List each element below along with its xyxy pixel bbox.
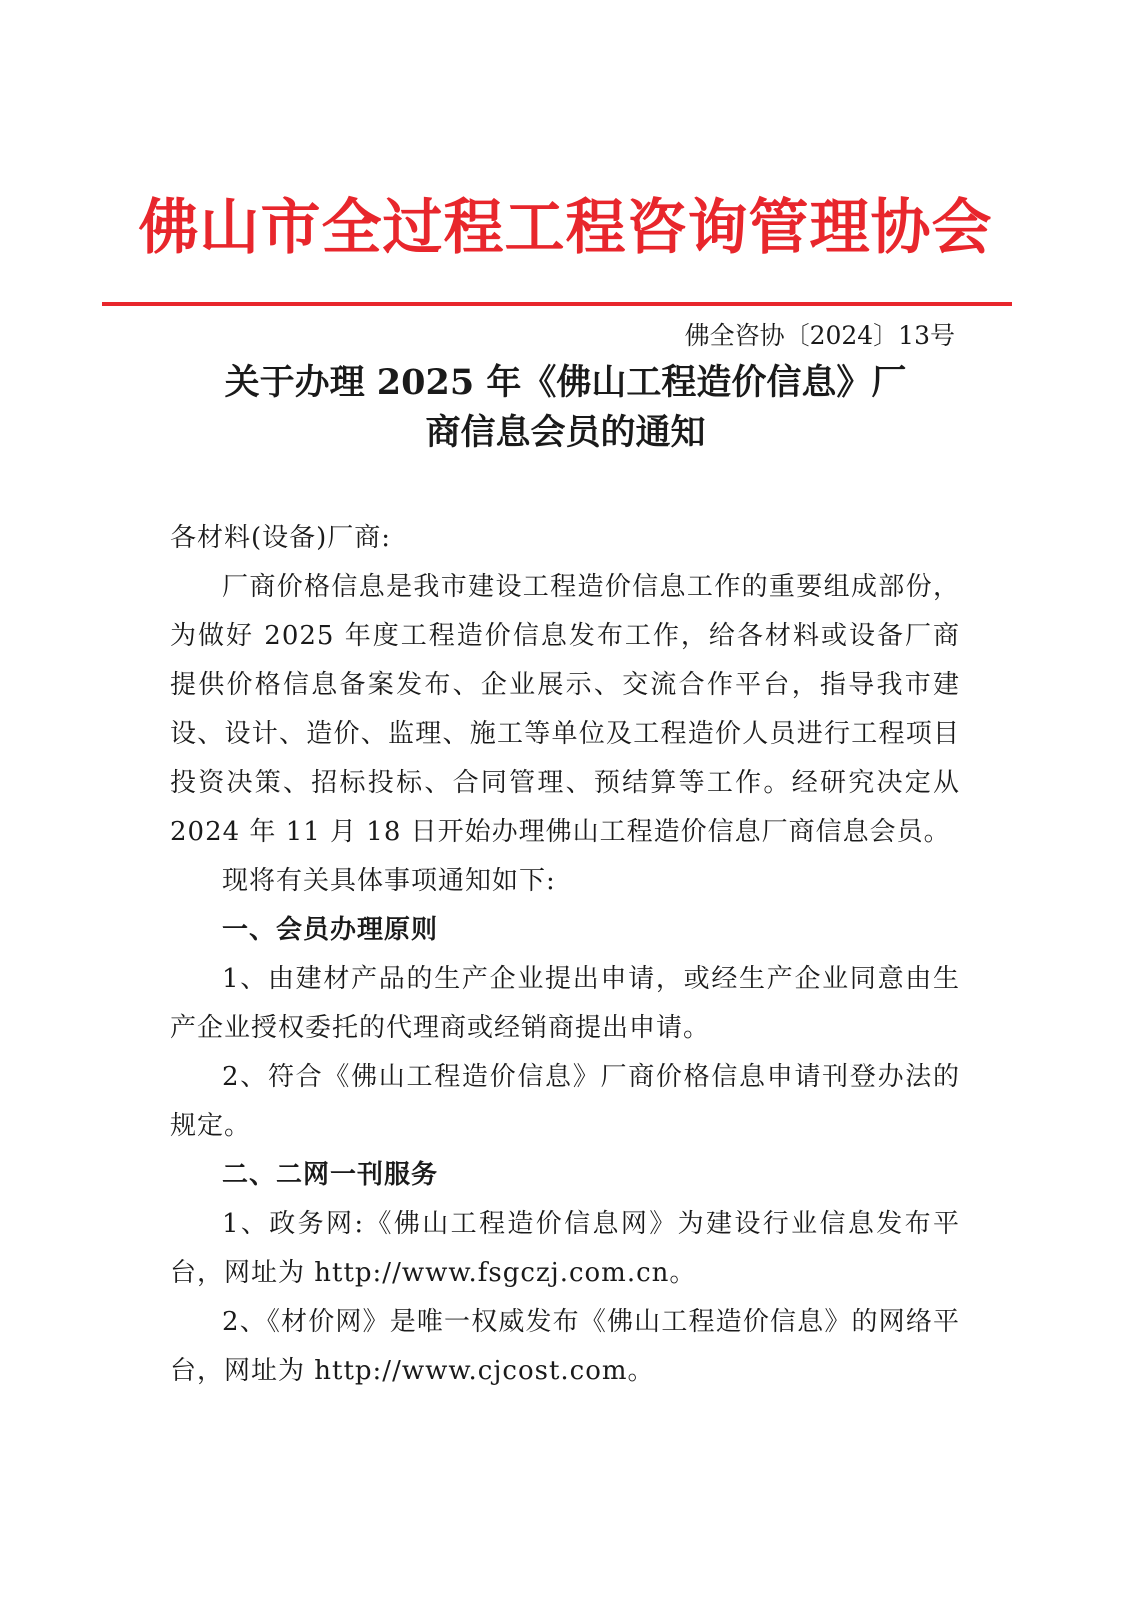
section-1-heading: 一、会员办理原则 xyxy=(222,915,439,945)
section-2-heading: 二、二网一刊服务 xyxy=(222,1160,439,1190)
salutation: 各材料(设备)厂商: xyxy=(170,523,392,553)
lead-in-paragraph: 现将有关具体事项通知如下: xyxy=(222,866,556,896)
intro-paragraph: 厂商价格信息是我市建设工程造价信息工作的重要组成部份，为做好 2025 年度工程造价信息发布工作，给各材料或设备厂商提供价格信息备案发布、企业展示、交流合作平台，指导我市建设、设计、造价、监理、施工等单位及工程造价人员进行工程项目投资决策、招标投标、合同管理、预结算等工作。经研究决定从 2024 年 11 月 18 日开始办理佛山工程造价信息厂商信息会员。 xyxy=(170,572,960,847)
section-2-item-2: 2、《材价网》是唯一权威发布《佛山工程造价信息》的网络平台，网址为 http://www.cjcost.com。 xyxy=(170,1307,960,1386)
section-1-item-2: 2、符合《佛山工程造价信息》厂商价格信息申请刊登办法的规定。 xyxy=(170,1062,960,1141)
notice-title-line-1: 关于办理 2025 年《佛山工程造价信息》厂 xyxy=(224,362,907,403)
document-number: 佛全咨协〔2024〕13号 xyxy=(684,321,955,350)
notice-body xyxy=(170,514,960,1396)
letterhead-divider xyxy=(102,302,1012,306)
section-2-item-1: 1、政务网:《佛山工程造价信息网》为建设行业信息发布平台，网址为 http://www.fsgczj.com.cn。 xyxy=(170,1209,960,1288)
notice-title-line-2: 商信息会员的通知 xyxy=(425,412,706,453)
section-1-item-1: 1、由建材产品的生产企业提出申请，或经生产企业同意由生产企业授权委托的代理商或经销商提出申请。 xyxy=(170,964,960,1043)
letterhead-org-name: 佛山市全过程工程咨询管理协会 xyxy=(138,193,993,263)
notice-title xyxy=(110,358,1021,458)
